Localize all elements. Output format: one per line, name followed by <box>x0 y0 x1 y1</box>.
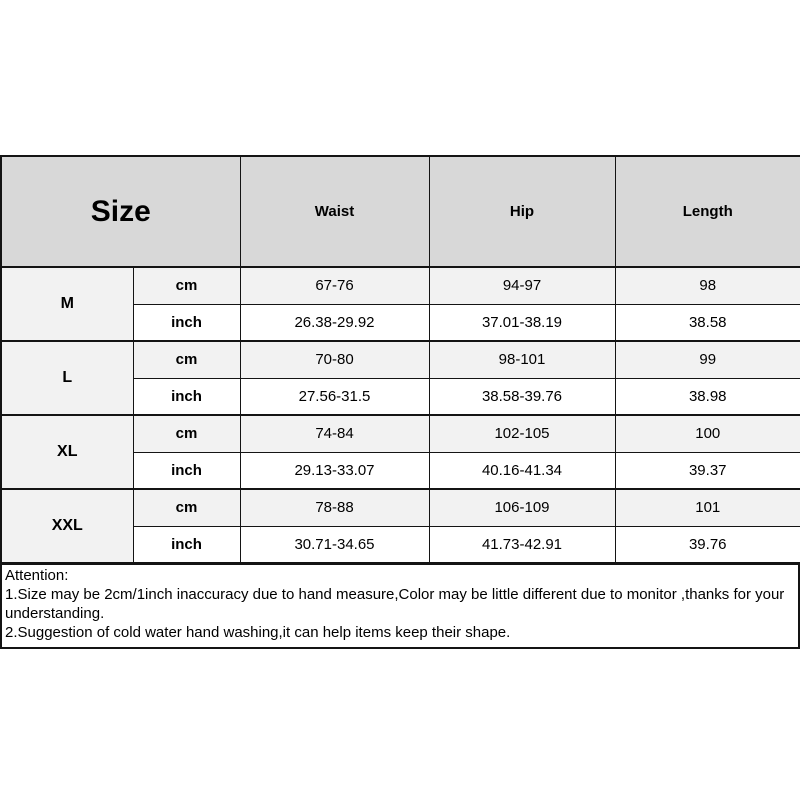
hip-value-cell: 41.73-42.91 <box>429 526 615 563</box>
waist-header-cell: Waist <box>240 156 429 267</box>
length-value-cell: 99 <box>615 341 800 378</box>
unit-cell: cm <box>133 341 240 378</box>
waist-value-cell: 67-76 <box>240 267 429 304</box>
length-value-cell: 39.37 <box>615 452 800 489</box>
waist-value-cell: 27.56-31.5 <box>240 378 429 415</box>
hip-value-cell: 37.01-38.19 <box>429 304 615 341</box>
attention-box <box>0 563 800 649</box>
header-row <box>1 156 800 267</box>
length-header-cell: Length <box>615 156 800 267</box>
size-label-cell-m: M <box>1 267 133 341</box>
unit-cell: inch <box>133 452 240 489</box>
length-value-cell: 101 <box>615 489 800 526</box>
hip-value-cell: 102-105 <box>429 415 615 452</box>
unit-cell: cm <box>133 267 240 304</box>
hip-value-cell: 40.16-41.34 <box>429 452 615 489</box>
table-row-l-cm <box>1 341 800 378</box>
length-value-cell: 100 <box>615 415 800 452</box>
hip-header-cell: Hip <box>429 156 615 267</box>
size-header-cell: Size <box>1 156 240 267</box>
size-chart-table <box>0 155 800 564</box>
hip-value-cell: 106-109 <box>429 489 615 526</box>
waist-value-cell: 26.38-29.92 <box>240 304 429 341</box>
length-value-cell: 38.98 <box>615 378 800 415</box>
waist-value-cell: 74-84 <box>240 415 429 452</box>
waist-value-cell: 78-88 <box>240 489 429 526</box>
hip-value-cell: 38.58-39.76 <box>429 378 615 415</box>
length-value-cell: 98 <box>615 267 800 304</box>
unit-cell: cm <box>133 489 240 526</box>
unit-cell: inch <box>133 378 240 415</box>
waist-value-cell: 70-80 <box>240 341 429 378</box>
unit-cell: cm <box>133 415 240 452</box>
unit-cell: inch <box>133 304 240 341</box>
attention-note: 2.Suggestion of cold water hand washing,it can help items keep their shape. <box>5 624 511 641</box>
size-label-cell-xxl: XXL <box>1 489 133 563</box>
waist-value-cell: 30.71-34.65 <box>240 526 429 563</box>
length-value-cell: 38.58 <box>615 304 800 341</box>
table-row-m-cm <box>1 267 800 304</box>
unit-cell: inch <box>133 526 240 563</box>
attention-title: Attention: <box>5 567 69 584</box>
size-label-cell-xl: XL <box>1 415 133 489</box>
table-row-xxl-cm <box>1 489 800 526</box>
hip-value-cell: 98-101 <box>429 341 615 378</box>
table-row-xl-cm <box>1 415 800 452</box>
hip-value-cell: 94-97 <box>429 267 615 304</box>
attention-note: 1.Size may be 2cm/1inch inaccuracy due to hand measure,Color may be little different due to monitor ,thanks for your understanding. <box>5 586 785 622</box>
length-value-cell: 39.76 <box>615 526 800 563</box>
size-label-cell-l: L <box>1 341 133 415</box>
waist-value-cell: 29.13-33.07 <box>240 452 429 489</box>
